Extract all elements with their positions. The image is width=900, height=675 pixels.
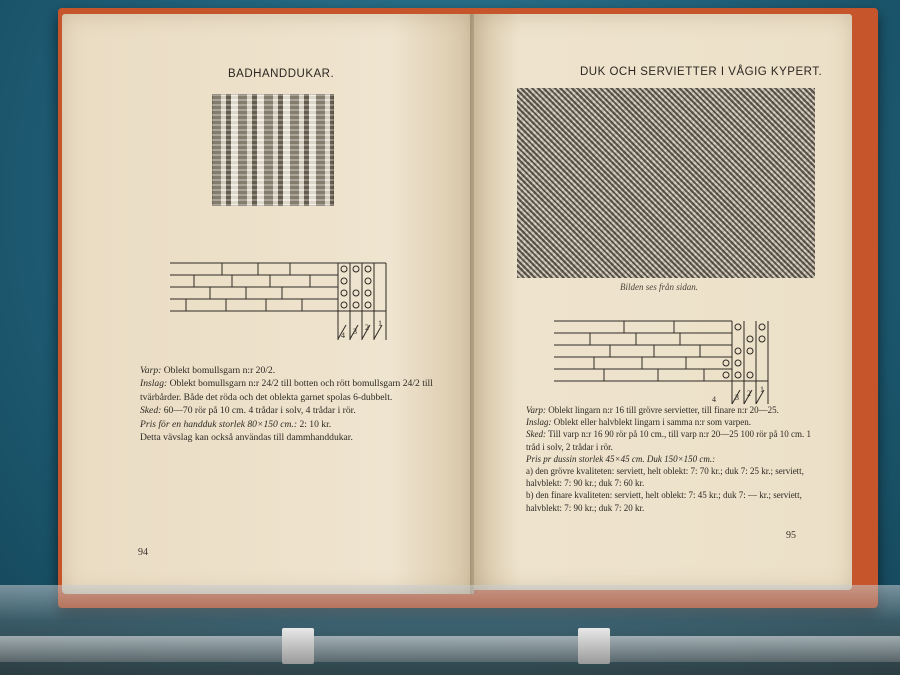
- page-number: 95: [786, 530, 796, 541]
- stand-front-edge: [0, 636, 900, 662]
- photo-caption: Bilden ses från sidan.: [620, 282, 698, 292]
- right-page-body: [526, 404, 812, 514]
- paragraph: [140, 377, 440, 404]
- draft-number: 4: [341, 331, 345, 340]
- paragraph-label: Varp:: [140, 365, 162, 376]
- stand-clip: [578, 628, 610, 664]
- left-page-heading: BADHANDDUKAR.: [228, 68, 335, 80]
- draft-number: 1: [760, 385, 764, 394]
- paragraph-label: Inslag:: [526, 417, 552, 428]
- paragraph-label: Inslag:: [140, 378, 168, 390]
- paragraph-label: Pris pr dussin storlek 45×45 cm. Duk 150×150 cm.:: [526, 453, 716, 464]
- paragraph-text: a) den grövre kvaliteten: serviett, helt oblekt: 7: 70 kr.; duk 7: 25 kr.; serviett, halvblekt: 7: 90 kr.; duk 7: 60 kr.: [526, 466, 804, 489]
- left-page: [62, 14, 474, 594]
- stand-clip: [282, 628, 314, 664]
- draft-number: 1: [378, 319, 382, 328]
- paragraph: [140, 404, 440, 417]
- right-page-heading: DUK OCH SERVIETTER I VÅGIG KYPERT.: [580, 66, 823, 78]
- paragraph-label: Sked:: [526, 429, 546, 440]
- draft-number: 3: [353, 327, 357, 336]
- tablecloth-fabric-sample: [517, 88, 815, 278]
- paragraph-label: Sked:: [140, 405, 162, 417]
- draft-number: 2: [747, 389, 751, 398]
- draft-number: 2: [365, 323, 369, 332]
- right-weave-draft: [554, 316, 778, 406]
- paragraph-label: Varp:: [526, 405, 546, 415]
- paragraph: [526, 404, 812, 416]
- paragraph-text: Detta vävslag kan också användas till dammhanddukar.: [140, 432, 353, 444]
- towel-fabric-sample: [212, 94, 334, 206]
- page-number: 94: [138, 547, 148, 558]
- paragraph-text: 2: 10 kr.: [299, 418, 332, 430]
- paragraph: [526, 453, 812, 465]
- left-weave-draft: [170, 260, 394, 350]
- paragraph-text: Oblekt bomullsgarn n:r 24/2 till botten och rött bomullsgarn 24/2 till tvärbårder. Både det röda och det oblekta garnet spolas 6-dubbelt.: [140, 378, 433, 403]
- draft-number: 3: [735, 393, 739, 402]
- right-page: [474, 14, 852, 590]
- paragraph-text: Oblekt bomullsgarn n:r 20/2.: [163, 365, 276, 376]
- paragraph: [140, 364, 440, 377]
- paragraph: [140, 431, 440, 444]
- left-page-body: [140, 364, 440, 444]
- draft-number: 4: [712, 395, 716, 404]
- paragraph-text: b) den finare kvaliteten: serviett, helt oblekt: 7: 45 kr.; duk 7: — kr.; serviett, halvblekt: 7: 90 kr.; duk 7: 20 kr.: [526, 490, 802, 513]
- paragraph: [140, 418, 440, 431]
- paragraph-text: 60—70 rör på 10 cm. 4 trådar i solv, 4 trådar i rör.: [163, 405, 356, 417]
- paragraph-text: Till varp n:r 16 90 rör på 10 cm., till varp n:r 20—25 100 rör på 10 cm. 1 tråd i solv, 2 trådar i rör.: [526, 429, 811, 452]
- paragraph-text: Oblekt lingarn n:r 16 till grövre servietter, till finare n:r 20—25.: [548, 405, 779, 415]
- paragraph: [526, 428, 812, 452]
- paragraph: [526, 465, 812, 489]
- paragraph: [526, 416, 812, 428]
- paragraph-label: Pris för en handduk storlek 80×150 cm.:: [140, 418, 298, 430]
- paragraph: [526, 489, 812, 513]
- paragraph-text: Oblekt eller halvblekt lingarn i samma n:r som varpen.: [553, 417, 751, 428]
